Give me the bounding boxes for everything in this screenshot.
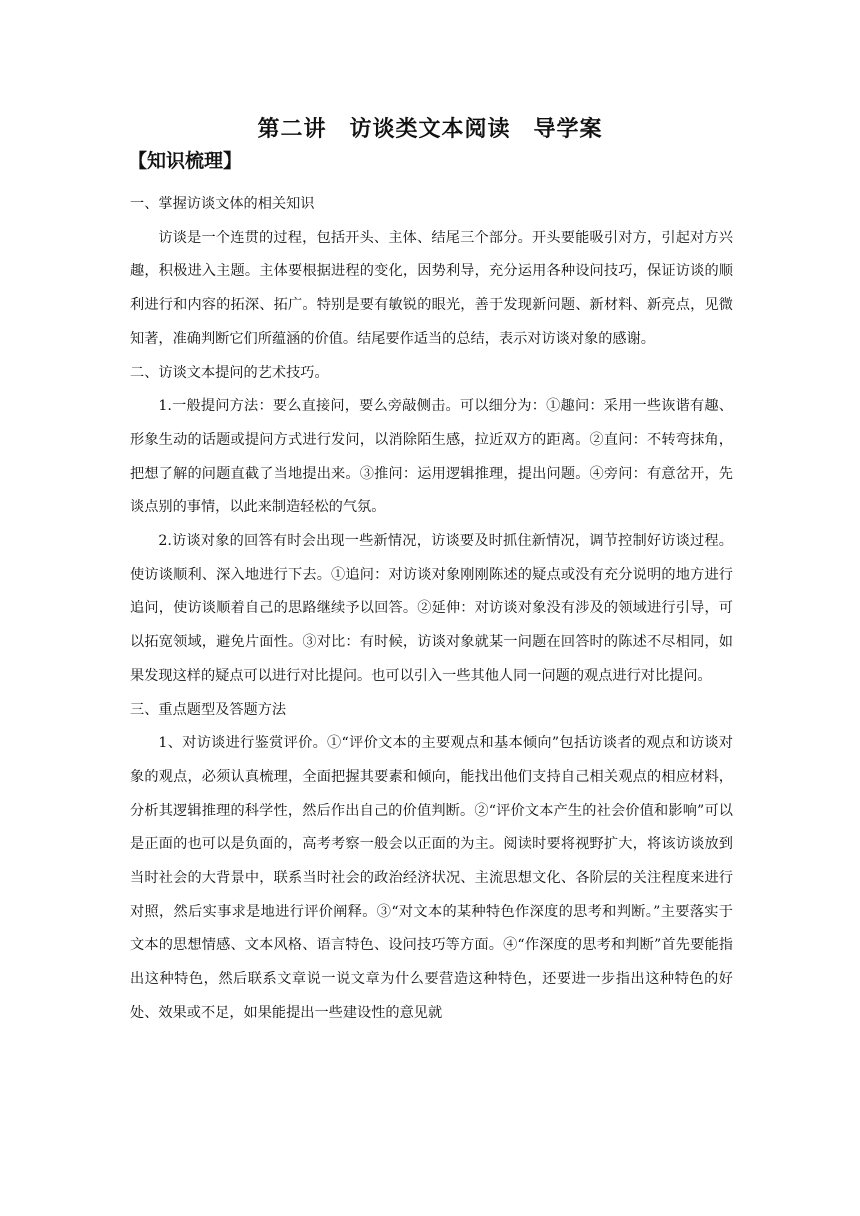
paragraph-interview-structure: 访谈是一个连贯的过程，包括开头、主体、结尾三个部分。开头要能吸引对方，引起对方兴趣，积极进入主题。主体要根据进程的变化，因势利导，充分运用各种设问技巧，保证访谈的顺利进行和内容的拓深、拓广。特别是要有敏锐的眼光，善于发现新问题、新材料、新亮点，见微知著，准确判断它们所蕴涵的价值。结尾要作适当的总结，表示对访谈对象的感谢。 [130,229,733,347]
section-heading: 【知识梳理】 [128,150,243,172]
paragraph-follow-up-control: 2.访谈对象的回答有时会出现一些新情况，访谈要及时抓住新情况，调节控制好访谈过程。使访谈顺利、深入地进行下去。①追问：对访谈对象刚刚陈述的疑点或没有充分说明的地方进行追问，使访谈顺着自己的思路继续予以回答。②延伸：对访谈对象没有涉及的领域进行引导，可以拓宽领域，避免片面性。③对比：有时候，访谈对象就某一问题在回答时的陈述不尽相同，如果发现这样的疑点可以进行对比提问。也可以引入一些其他人同一问题的观点进行对比提问。 [130,533,733,684]
paragraph-appreciation-evaluation: 1、对访谈进行鉴赏评价。①“评价文本的主要观点和基本倾向”包括访谈者的观点和访谈对象的观点，必须认真梳理，全面把握其要素和倾向，能找出他们支持自己相关观点的相应材料，分析其逻辑推理的科学性，然后作出自己的价值判断。②“评价文本产生的社会价值和影响”可以是正面的也可以是负面的，高考考察一般会以正面的为主。阅读时要将视野扩大，将该访谈放到当时社会的大背景中，联系当时社会的政治经济状况、主流思想文化、各阶层的关注程度来进行对照，然后实事求是地进行评价阐释。③“对文本的某种特色作深度的思考和判断。”主要落实于文本的思想情感、文本风格、语言特色、设问技巧等方面。④“作深度的思考和判断”首先要能指出这种特色，然后联系文章说一说文章为什么要营造这种特色，还要进一步指出这种特色的好处、效果或不足，如果能提出一些建设性的意见就 [130,735,733,1021]
paragraph-general-questioning: 1.一般提问方法：要么直接问，要么旁敲侧击。可以细分为：①趣问：采用一些诙谐有趣、形象生动的话题或提问方式进行发问，以消除陌生感，拉近双方的距离。②直问：不转弯抹角，把想了解的问题直截了当地提出来。③推问：运用逻辑推理，提出问题。④旁问：有意岔开，先谈点别的事情，以此来制造轻松的气氛。 [130,398,733,516]
document-body [130,188,733,1031]
heading-part-three: 三、重点题型及答题方法 [130,701,287,718]
heading-part-one: 一、掌握访谈文体的相关知识 [130,196,315,212]
document-title: 第二讲 访谈类文本阅读 导学案 [257,117,603,142]
heading-part-two: 二、访谈文本提问的艺术技巧。 [130,364,329,381]
